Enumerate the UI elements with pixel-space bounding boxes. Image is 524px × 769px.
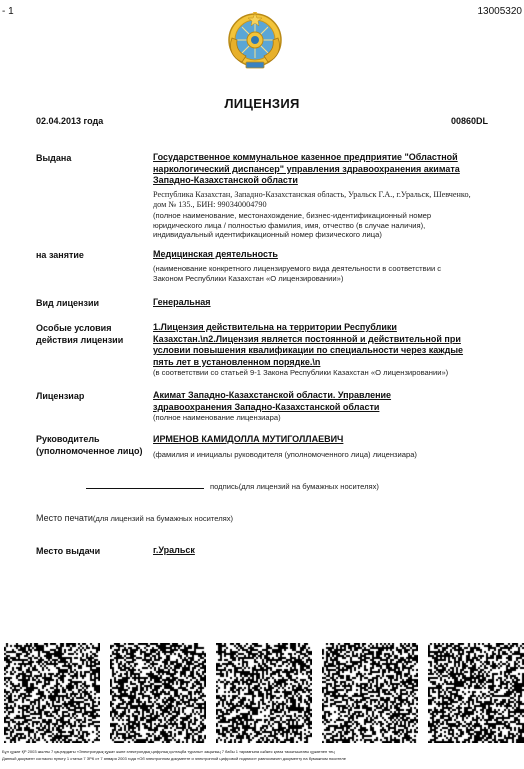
barcode-image xyxy=(216,643,312,743)
barcode-image xyxy=(4,643,100,743)
head-name: ИРМЕНОВ КАМИДОЛЛА МУТИГОЛЛАЕВИЧ xyxy=(153,434,344,444)
signature-line xyxy=(86,488,204,489)
page-number-mark: - 1 xyxy=(2,6,14,17)
licensor-label: Лицензиар xyxy=(36,391,85,401)
footer-text-kz: Бұл құжат ҚР 2003 жылғы 7 қаңтардағы «Электрондық құжат және электрондық цифрлық қолтаңба туралы» заңының 7 бабы 1 тармағына сәйкес қағаз тасығыштағы құжатпен тең xyxy=(2,749,335,754)
document-id-number: 13005320 xyxy=(477,6,522,17)
conditions-note: (в соответствии со статьей 9-1 Закона Республики Казахстан «О лицензировании») xyxy=(153,368,449,377)
conditions-value: 1.Лицензия действительна на территории Республики Казахстан.\n2.Лицензия является постоянной и действительной при условии повышения квалификации по специальности через каждые пять лет в установленном порядке.\n xyxy=(153,322,464,367)
barcode-image xyxy=(110,643,206,743)
activity-value: Медицинская деятельность xyxy=(153,249,278,259)
document-title: ЛИЦЕНЗИЯ xyxy=(224,96,300,111)
signature-note: подпись(для лицензий на бумажных носителях) xyxy=(210,482,379,491)
activity-note: (наименование конкретного лицензируемого вида деятельности в соответствии с Законом Республики Казахстан «О лицензировании») xyxy=(153,264,442,283)
licensee-note: (полное наименование, местонахождение, бизнес-идентификационный номер юридического лица / полностью фамилия, имя, отчество (в случае наличия), индивидуальный идентификационный номер физического лица) xyxy=(153,211,432,240)
license-type-label: Вид лицензии xyxy=(36,298,100,308)
license-type-value: Генеральная xyxy=(153,297,211,307)
issue-date: 02.04.2013 года xyxy=(36,116,104,126)
barcode-image xyxy=(322,643,418,743)
issued-to-label: Выдана xyxy=(36,153,72,163)
footer-text-ru: Данный документ согласно пункту 1 статьи 7 ЗРК от 7 января 2003 года «Об электронном документе и электронной цифровой подписи» равнозначен документу на бумажном носителе xyxy=(2,756,346,761)
seal-place-label: Место печати(для лицензий на бумажных носителях) xyxy=(36,513,234,523)
barcode-image xyxy=(428,643,524,743)
licensor-note: (полное наименование лицензиара) xyxy=(153,413,281,422)
license-number: 00860DL xyxy=(450,116,488,126)
activity-label: на занятие xyxy=(36,250,84,260)
licensee-address: Республика Казахстан, Западно-Казахстанская область, Уральск Г.А., г.Уральск, Шевченко, дом № 135., БИН: 990340004790 xyxy=(153,190,471,209)
head-label: Руководитель (уполномоченное лицо) xyxy=(36,434,143,456)
licensor-value: Акимат Западно-Казахстанской области. Управление здравоохранения Западно-Казахстанской области xyxy=(153,390,392,412)
barcode-row xyxy=(4,643,524,743)
state-emblem-icon xyxy=(226,12,284,74)
head-note: (фамилия и инициалы руководителя (уполномоченного лица) лицензиара) xyxy=(153,450,417,459)
licensee-name: Государственное коммунальное казенное предприятие "Областной наркологический диспансер" управления здравоохранения акимата Западно-Казахстанской области xyxy=(153,152,460,185)
place-value: г.Уральск xyxy=(153,545,195,555)
conditions-label: Особые условия действия лицензии xyxy=(36,323,124,345)
place-label: Место выдачи xyxy=(36,546,101,556)
